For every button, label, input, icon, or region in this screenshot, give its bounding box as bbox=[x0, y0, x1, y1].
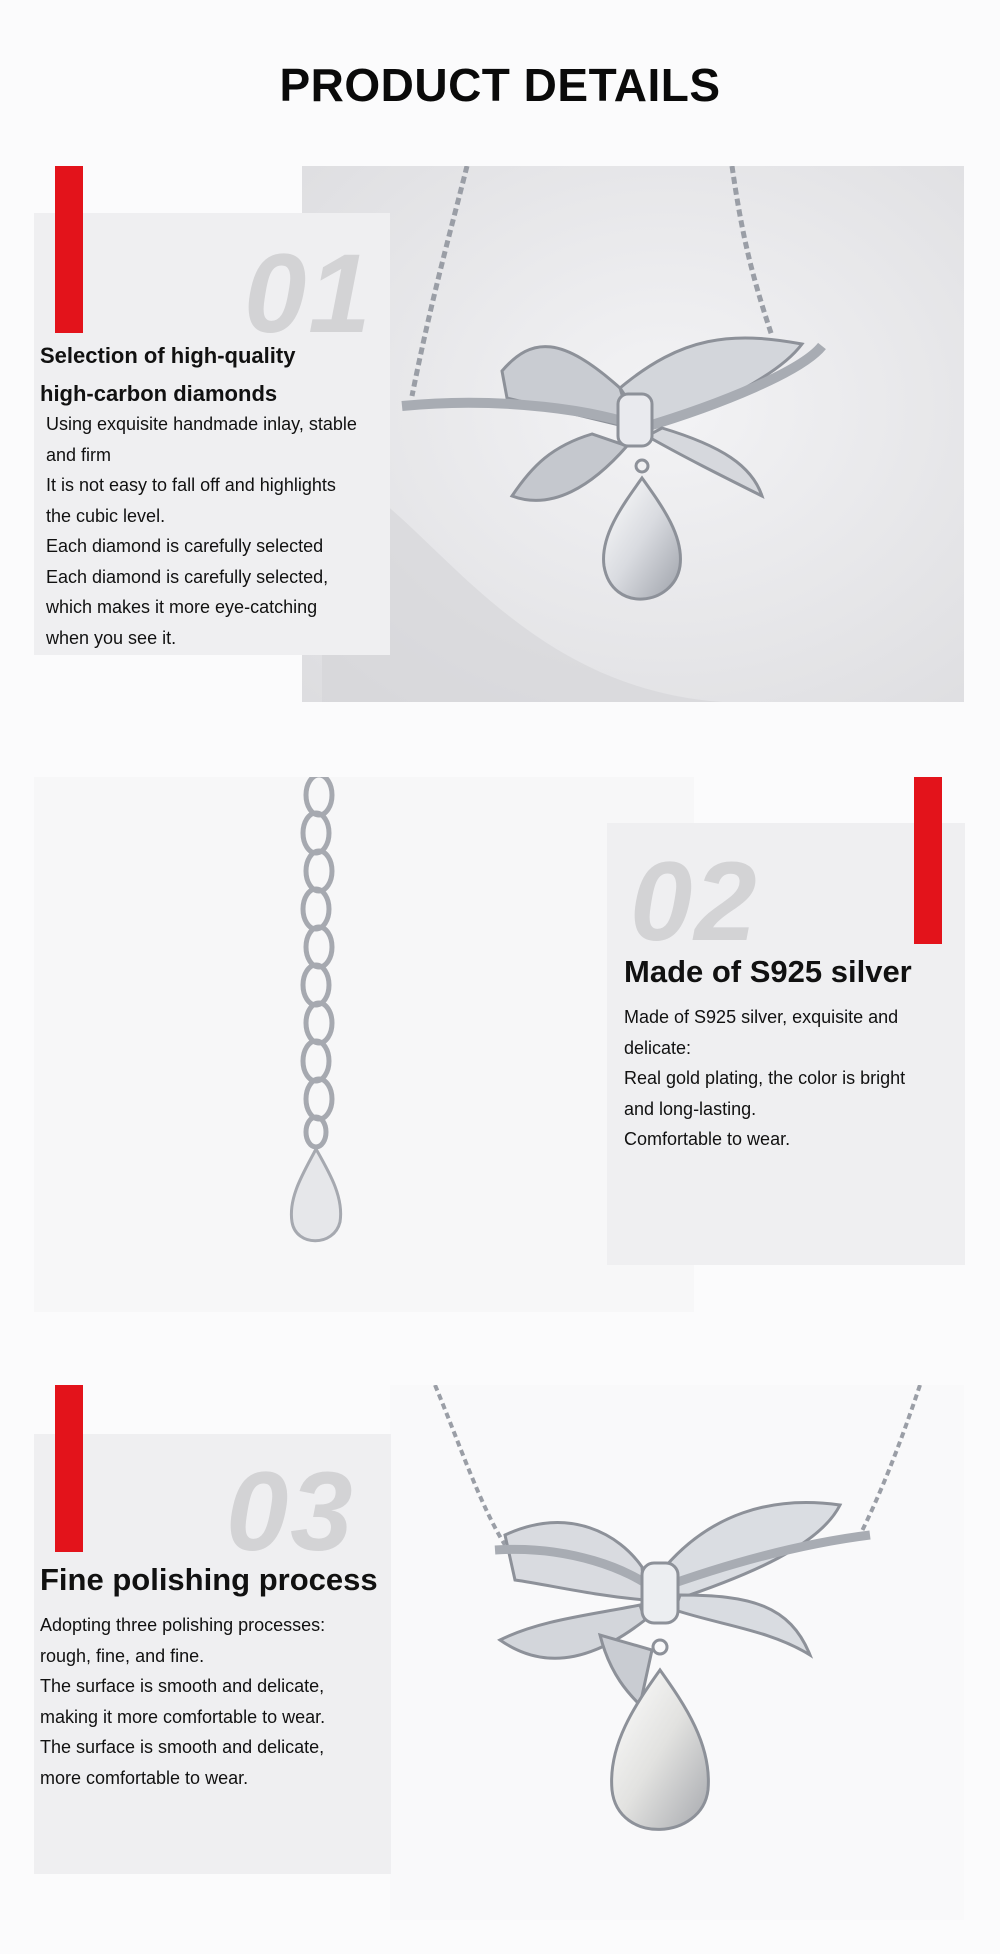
section-number-2: 02 bbox=[630, 839, 759, 964]
section-number-1: 01 bbox=[244, 231, 373, 356]
section-body-2: Made of S925 silver, exquisite and delicate: Real gold plating, the color is bright and long-lasting. Comfortable to wear. bbox=[624, 1007, 906, 1149]
section-body-1: Using exquisite handmade inlay, stable and firm It is not easy to fall off and highlights the cubic level. Each diamond is carefully selected Each diamond is carefully selected, which makes it more eye-catching when you see it. bbox=[46, 414, 357, 648]
page-title: PRODUCT DETAILS bbox=[279, 59, 721, 111]
section-title-3: Fine polishing process bbox=[40, 1562, 378, 1597]
section-body-3: Adopting three polishing processes: rough, fine, and fine. The surface is smooth and delicate, making it more comfortable to wear. The surface is smooth and delicate, more comfortable to wear. bbox=[40, 1615, 326, 1788]
section-title-1: Selection of high-quality high-carbon diamonds bbox=[40, 343, 296, 406]
accent-bar-3 bbox=[55, 1385, 83, 1552]
accent-bar-2 bbox=[914, 777, 942, 944]
bow-necklace-photo bbox=[302, 166, 964, 702]
section-number-3: 03 bbox=[226, 1449, 355, 1574]
necklace-front-photo bbox=[390, 1385, 964, 1920]
accent-bar-1 bbox=[55, 166, 83, 333]
section-title-2: Made of S925 silver bbox=[624, 954, 912, 989]
extension-chain-photo bbox=[34, 777, 694, 1312]
